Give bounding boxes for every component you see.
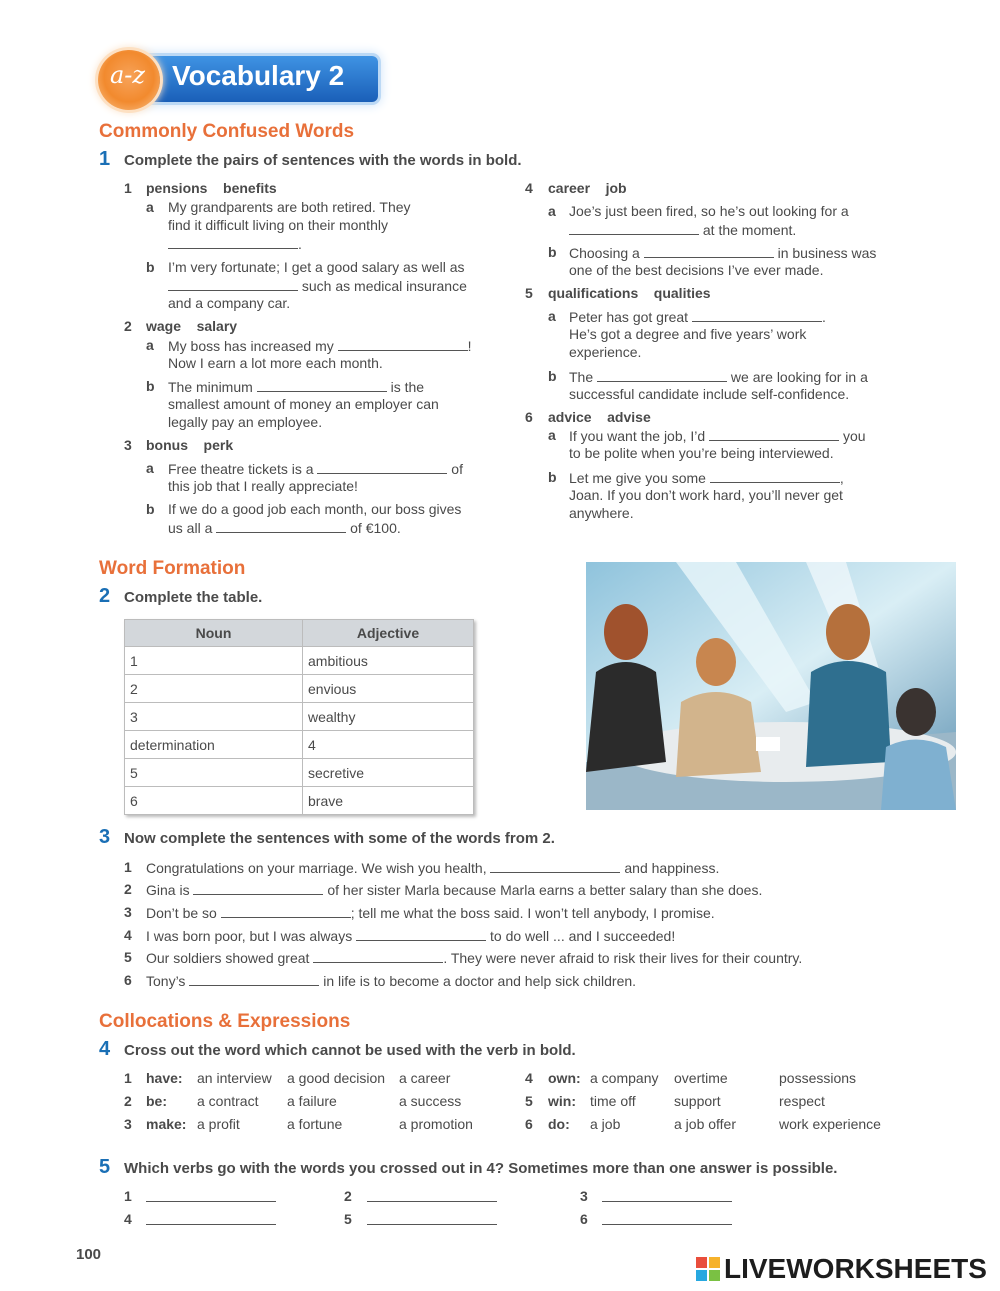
answer-blank[interactable] [692,307,822,322]
letter-b: b [548,469,557,485]
verb-label: be: [146,1093,167,1109]
sentence-line: I’m very fortunate; I get a good salary as well as [168,259,465,275]
text: in business was [777,245,877,261]
sentence-line [569,426,866,445]
sentence-line [146,971,636,990]
sentence-line: one of the best decisions I’ve ever made. [569,262,824,278]
collocation-word[interactable]: a good decision [287,1070,386,1086]
answer-blank[interactable] [146,1187,276,1207]
banner-title: Vocabulary 2 [172,60,345,91]
text: If you want the job, I’d [569,428,706,444]
collocation-word[interactable]: support [674,1093,721,1109]
sentence-line [146,903,715,922]
text: Don’t be so [146,905,217,921]
sentence-line: legally pay an employee. [168,414,323,430]
item-number: 5 [525,285,533,301]
table-cell[interactable]: 1 [125,647,303,675]
answer-label: 2 [344,1188,352,1204]
sentence-line: Now I earn a lot more each month. [168,355,383,371]
answer-blank[interactable] [168,276,298,291]
punct: ! [467,338,472,354]
collocation-word[interactable]: work experience [779,1116,881,1132]
verb-label: do: [548,1116,570,1132]
punct: , [839,470,844,486]
answer-blank[interactable] [356,926,486,941]
sentence-line [168,459,463,478]
collocation-word[interactable]: time off [590,1093,636,1109]
vocabulary-banner [96,48,382,112]
punct: . [298,236,302,252]
exercise-2-instruction: Complete the table. [124,589,263,606]
sentence-line [569,220,796,239]
sentence-line [146,858,719,877]
word-pair: pensions benefits [146,180,277,196]
answer-blank[interactable] [313,948,443,963]
item-number: 3 [124,1116,132,1132]
office-meeting-photo [586,562,956,810]
table-row [125,703,474,731]
letter-a: a [146,199,154,215]
letter-a: a [146,460,154,476]
answer-blank[interactable] [602,1187,732,1207]
text: Peter has got great [569,309,689,325]
table-cell: determination [125,731,303,759]
table-cell[interactable]: 3 [125,703,303,731]
letter-b: b [146,501,155,517]
section-title-confused: Commonly Confused Words [99,121,355,142]
collocation-word[interactable]: a job [590,1116,621,1132]
item-number: 1 [124,1070,132,1086]
answer-label: 6 [580,1211,588,1227]
verb-label: make: [146,1116,187,1132]
answer-blank[interactable] [569,220,699,235]
collocation-word[interactable]: a profit [197,1116,240,1132]
collocation-word[interactable]: a company [590,1070,659,1086]
text: in life is to become a doctor and help sick children. [323,973,637,989]
word-formation-table [124,619,474,815]
text: ; tell me what the boss said. I won’t tell anybody, I promise. [350,905,715,921]
exercise-1-instruction: Complete the pairs of sentences with the words in bold. [124,152,522,169]
item-number: 4 [525,180,533,196]
verb-label: have: [146,1070,183,1086]
word-pair: bonus perk [146,437,234,453]
sentence-line [168,336,472,355]
sentence-line: this job that I really appreciate! [168,478,358,494]
text: The minimum [168,379,253,395]
text: Choosing a [569,245,640,261]
exercise-4-instruction: Cross out the word which cannot be used with the verb in bold. [124,1042,576,1059]
sentence-line: and a company car. [168,295,291,311]
letter-b: b [146,378,155,394]
exercise-3-number: 3 [99,826,111,848]
answer-blank[interactable] [602,1210,732,1230]
collocation-word[interactable]: a fortune [287,1116,343,1132]
letter-b: b [548,244,557,260]
collocation-word[interactable]: a job offer [674,1116,737,1132]
letter-b: b [548,368,557,384]
answer-label: 5 [344,1211,352,1227]
sentence-line [569,367,868,386]
table-row [125,731,474,759]
text: Tony’s [146,973,186,989]
text: of her sister Marla because Marla earns a better salary than she does. [327,882,763,898]
answer-blank[interactable] [216,518,346,533]
exercise-1-number: 1 [99,148,111,170]
table-cell: wealthy [303,703,474,731]
item-number: 6 [525,1116,533,1132]
collocation-word[interactable]: an interview [197,1070,272,1086]
item-number: 5 [124,949,132,965]
column-header-noun: Noun [125,620,303,647]
table-row [125,787,474,815]
item-number: 5 [525,1093,533,1109]
exercise-3-instruction: Now complete the sentences with some of the words from 2. [124,830,555,847]
text: My boss has increased my [168,338,334,354]
answer-blank[interactable] [644,243,774,258]
text: The [569,369,594,385]
answer-blank[interactable] [710,468,840,483]
sentence-line [569,307,826,326]
letter-a: a [548,308,556,324]
sentence-line: Joe’s just been fired, so he’s out looking for a [569,203,849,219]
letter-b: b [146,259,155,275]
item-number: 3 [124,904,132,920]
table-cell: envious [303,675,474,703]
section-title-collocations: Collocations & Expressions [99,1011,351,1032]
answer-blank[interactable] [221,903,351,918]
letter-a: a [146,337,154,353]
answer-blank[interactable] [338,336,468,351]
text: Gina is [146,882,190,898]
text: such as medical insurance [301,278,467,294]
word-pair: career job [548,180,627,196]
sentence-line [146,948,802,967]
logo-blocks-icon [696,1257,720,1281]
text: of €100. [350,520,401,536]
answer-blank[interactable] [709,426,839,441]
answer-label: 4 [124,1211,132,1227]
sentence-line: smallest amount of money an employer can [168,396,439,412]
answer-blank[interactable] [367,1187,497,1207]
sentence-line [168,377,424,396]
answer-blank[interactable] [597,367,727,382]
item-number: 1 [124,859,132,875]
word-pair: qualifications qualities [548,285,711,301]
text: I was born poor, but I was always [146,928,353,944]
sentence-line: He’s got a degree and five years’ work [569,326,807,342]
table-cell[interactable]: 5 [125,759,303,787]
column-header-adjective: Adjective [303,620,474,647]
text: is the [390,379,425,395]
page-number: 100 [76,1246,102,1263]
answer-blank[interactable] [193,880,323,895]
item-number: 2 [124,881,132,897]
answer-label: 1 [124,1188,132,1204]
table-header-row [125,620,474,647]
letter-a: a [548,203,556,219]
table-cell[interactable]: 6 [125,787,303,815]
text: to do well ... and I succeeded! [490,928,676,944]
sentence-line [168,276,467,295]
sentence-line [146,926,675,945]
sentence-line: If we do a good job each month, our boss gives [168,501,462,517]
answer-blank[interactable] [189,971,319,986]
item-number: 4 [525,1070,533,1086]
answer-blank[interactable] [146,1210,276,1230]
table-row [125,647,474,675]
table-row [125,759,474,787]
exercise-5-number: 5 [99,1156,111,1178]
verb-label: own: [548,1070,581,1086]
az-icon-text: a-z [110,61,146,89]
sentence-line: My grandparents are both retired. They [168,199,411,215]
answer-blank[interactable] [317,459,447,474]
table-row [125,675,474,703]
answer-label: 3 [580,1188,588,1204]
item-number: 6 [525,409,533,425]
item-number: 2 [124,1093,132,1109]
item-number: 2 [124,318,132,334]
collocation-word[interactable]: possessions [779,1070,857,1086]
text: and happiness. [624,860,720,876]
text: . They were never afraid to risk their lives for their country. [443,950,803,966]
text: us all a [168,520,213,536]
table-cell: brave [303,787,474,815]
collocation-word[interactable]: a success [399,1093,462,1109]
exercise-2-number: 2 [99,585,111,607]
text: we are looking for in a [730,369,868,385]
table-cell[interactable]: 2 [125,675,303,703]
text: at the moment. [702,222,797,238]
item-number: 6 [124,972,132,988]
sentence-line: experience. [569,344,642,360]
answer-blank[interactable] [367,1210,497,1230]
text: Congratulations on your marriage. We wish you health, [146,860,487,876]
exercise-5-instruction: Which verbs go with the words you crossed out in 4? Sometimes more than one answer is possible. [124,1160,838,1177]
answer-blank[interactable] [490,858,620,873]
sentence-line [146,880,762,899]
answer-blank[interactable] [257,377,387,392]
collocation-word[interactable]: a contract [197,1093,259,1109]
sentence-line: Joan. If you don’t work hard, you’ll never get [569,487,843,503]
logo-text: LIVEWORKSHEETS [724,1253,987,1284]
punct: . [821,309,826,325]
table-cell: secretive [303,759,474,787]
collocation-word[interactable]: overtime [674,1070,728,1086]
collocation-word[interactable]: a failure [287,1093,337,1109]
exercise-4-number: 4 [99,1038,111,1060]
collocation-word[interactable]: a career [399,1070,451,1086]
text: Our soldiers showed great [146,950,310,966]
word-pair: advice advise [548,409,651,425]
item-number: 1 [124,180,132,196]
text: Free theatre tickets is a [168,461,314,477]
table-cell: ambitious [303,647,474,675]
letter-a: a [548,427,556,443]
sentence-line: successful candidate include self-confidence. [569,386,850,402]
sentence-line [569,468,844,487]
text: of [451,461,463,477]
sentence-line: find it difficult living on their monthly [168,217,388,233]
sentence-line: anywhere. [569,505,634,521]
collocation-word[interactable]: a promotion [399,1116,473,1132]
text: Let me give you some [569,470,706,486]
sentence-line [168,518,401,537]
collocation-word[interactable]: respect [779,1093,825,1109]
sentence-line: to be polite when you’re being interviewed. [569,445,834,461]
verb-label: win: [548,1093,576,1109]
office-meeting-illustration [586,562,956,810]
section-title-formation: Word Formation [99,558,246,579]
text: you [842,428,866,444]
answer-blank[interactable] [168,234,298,249]
sentence-line [168,234,302,253]
table-cell[interactable]: 4 [303,731,474,759]
item-number: 4 [124,927,132,943]
sentence-line [569,243,876,262]
word-pair: wage salary [146,318,238,334]
item-number: 3 [124,437,132,453]
